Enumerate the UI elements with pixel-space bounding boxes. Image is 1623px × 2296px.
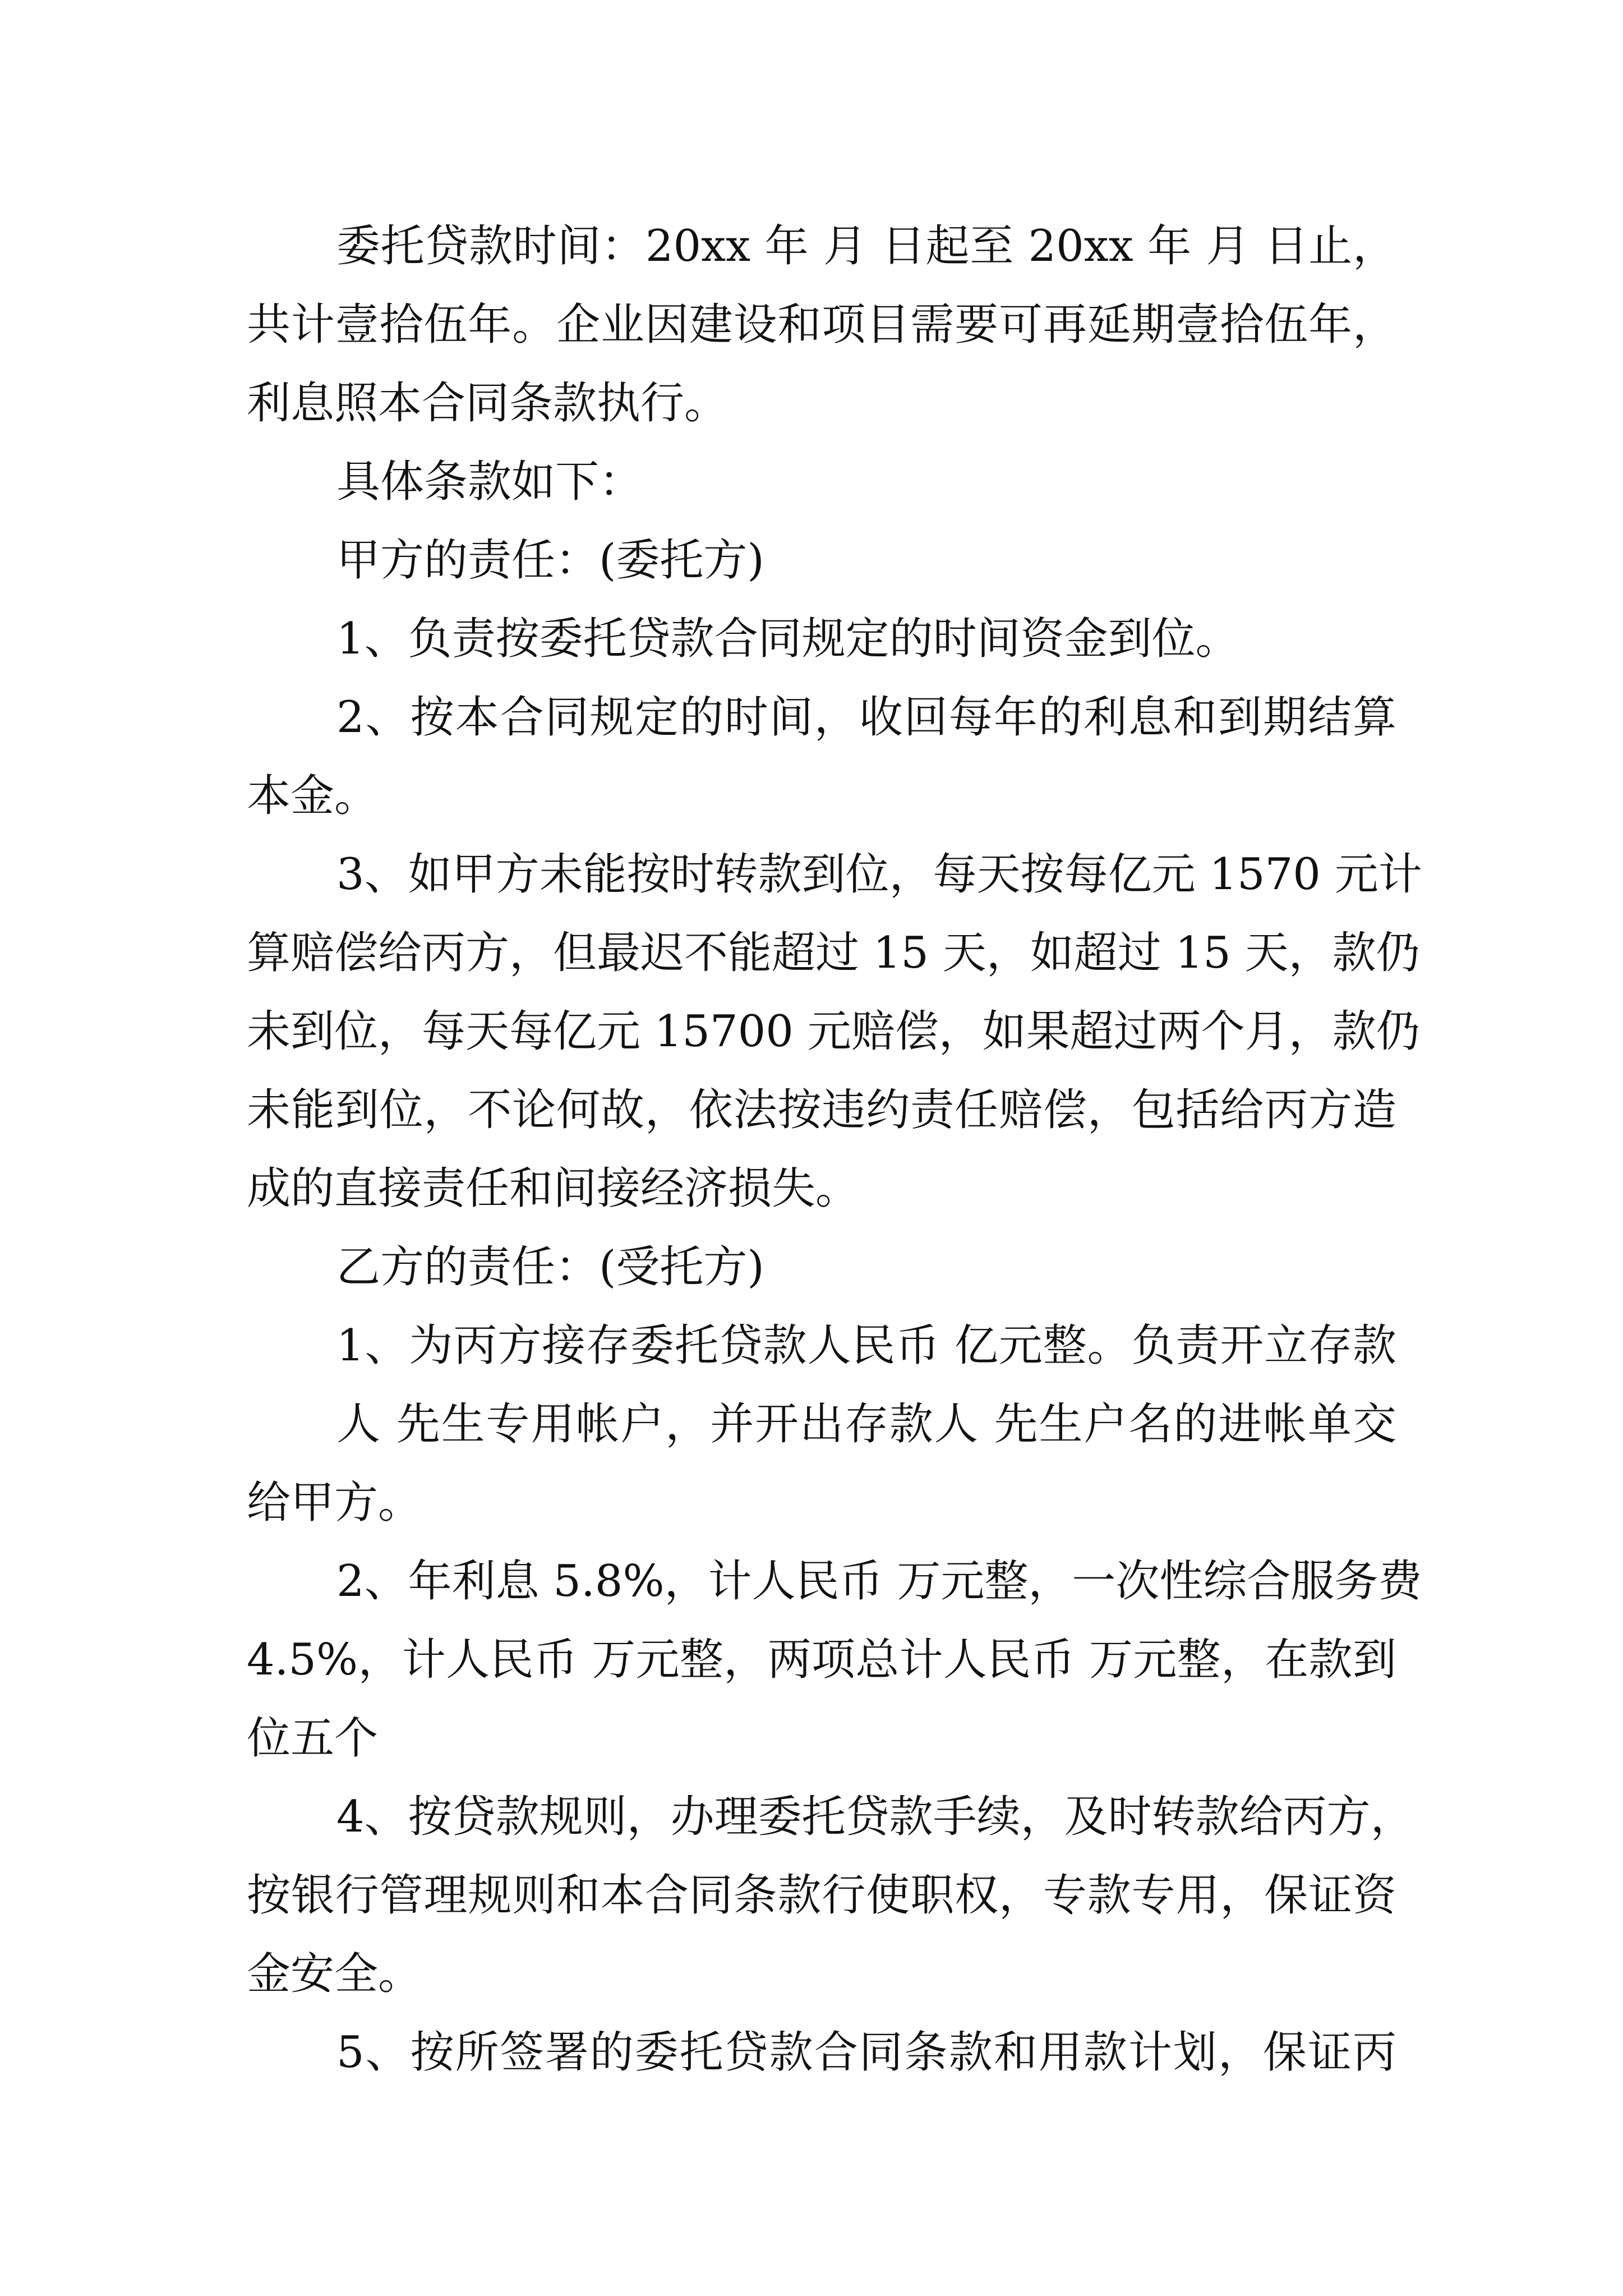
section-heading: 乙方的责任：(受托方): [336, 1242, 764, 1292]
text-line: 金安全。: [247, 1949, 422, 1999]
text-line: 5、按所签署的委托贷款合同条款和用款计划，保证丙: [336, 2027, 1396, 2078]
text-line: 人 先生专用帐户，并开出存款人 先生户名的进帐单交: [336, 1399, 1396, 1450]
text-line: 成的直接责任和间接经济损失。: [247, 1163, 860, 1214]
text-line: 未能到位，不论何故，依法按违约责任赔偿，包括给丙方造: [247, 1085, 1396, 1135]
text-line: 利息照本合同条款执行。: [247, 378, 728, 429]
text-line: 2、年利息 5.8%，计人民币 万元整，一次性综合服务费: [336, 1556, 1422, 1607]
text-line: 4、按贷款规则，办理委托贷款手续，及时转款给丙方，: [336, 1792, 1414, 1842]
text-line: 算赔偿给丙方，但最迟不能超过 15 天，如超过 15 天，款仍: [247, 928, 1420, 978]
text-line: 未到位，每天每亿元 15700 元赔偿，如果超过两个月，款仍: [247, 1006, 1420, 1057]
text-line: 2、按本合同规定的时间，收回每年的利息和到期结算: [336, 692, 1396, 743]
text-line: 3、如甲方未能按时转款到位，每天按每亿元 1570 元计: [336, 849, 1422, 900]
text-line: 按银行管理规则和本合同条款行使职权，专款专用，保证资: [247, 1870, 1396, 1921]
text-line: 给甲方。: [247, 1478, 422, 1528]
section-heading: 甲方的责任：(委托方): [336, 535, 764, 586]
text-line: 4.5%，计人民币 万元整，两项总计人民币 万元整，在款到: [247, 1635, 1396, 1685]
text-line: 共计壹拾伍年。企业因建设和项目需要可再延期壹拾伍年，: [247, 300, 1396, 350]
text-line: 位五个: [247, 1713, 379, 1764]
text-line: 本金。: [247, 771, 379, 821]
text-line: 具体条款如下：: [336, 457, 643, 507]
text-line: 委托贷款时间：20xx 年 月 日起至 20xx 年 月 日止，: [336, 221, 1396, 272]
text-line: 1、负责按委托贷款合同规定的时间资金到位。: [336, 614, 1239, 664]
text-line: 1、为丙方接存委托贷款人民币 亿元整。负责开立存款: [336, 1320, 1396, 1371]
